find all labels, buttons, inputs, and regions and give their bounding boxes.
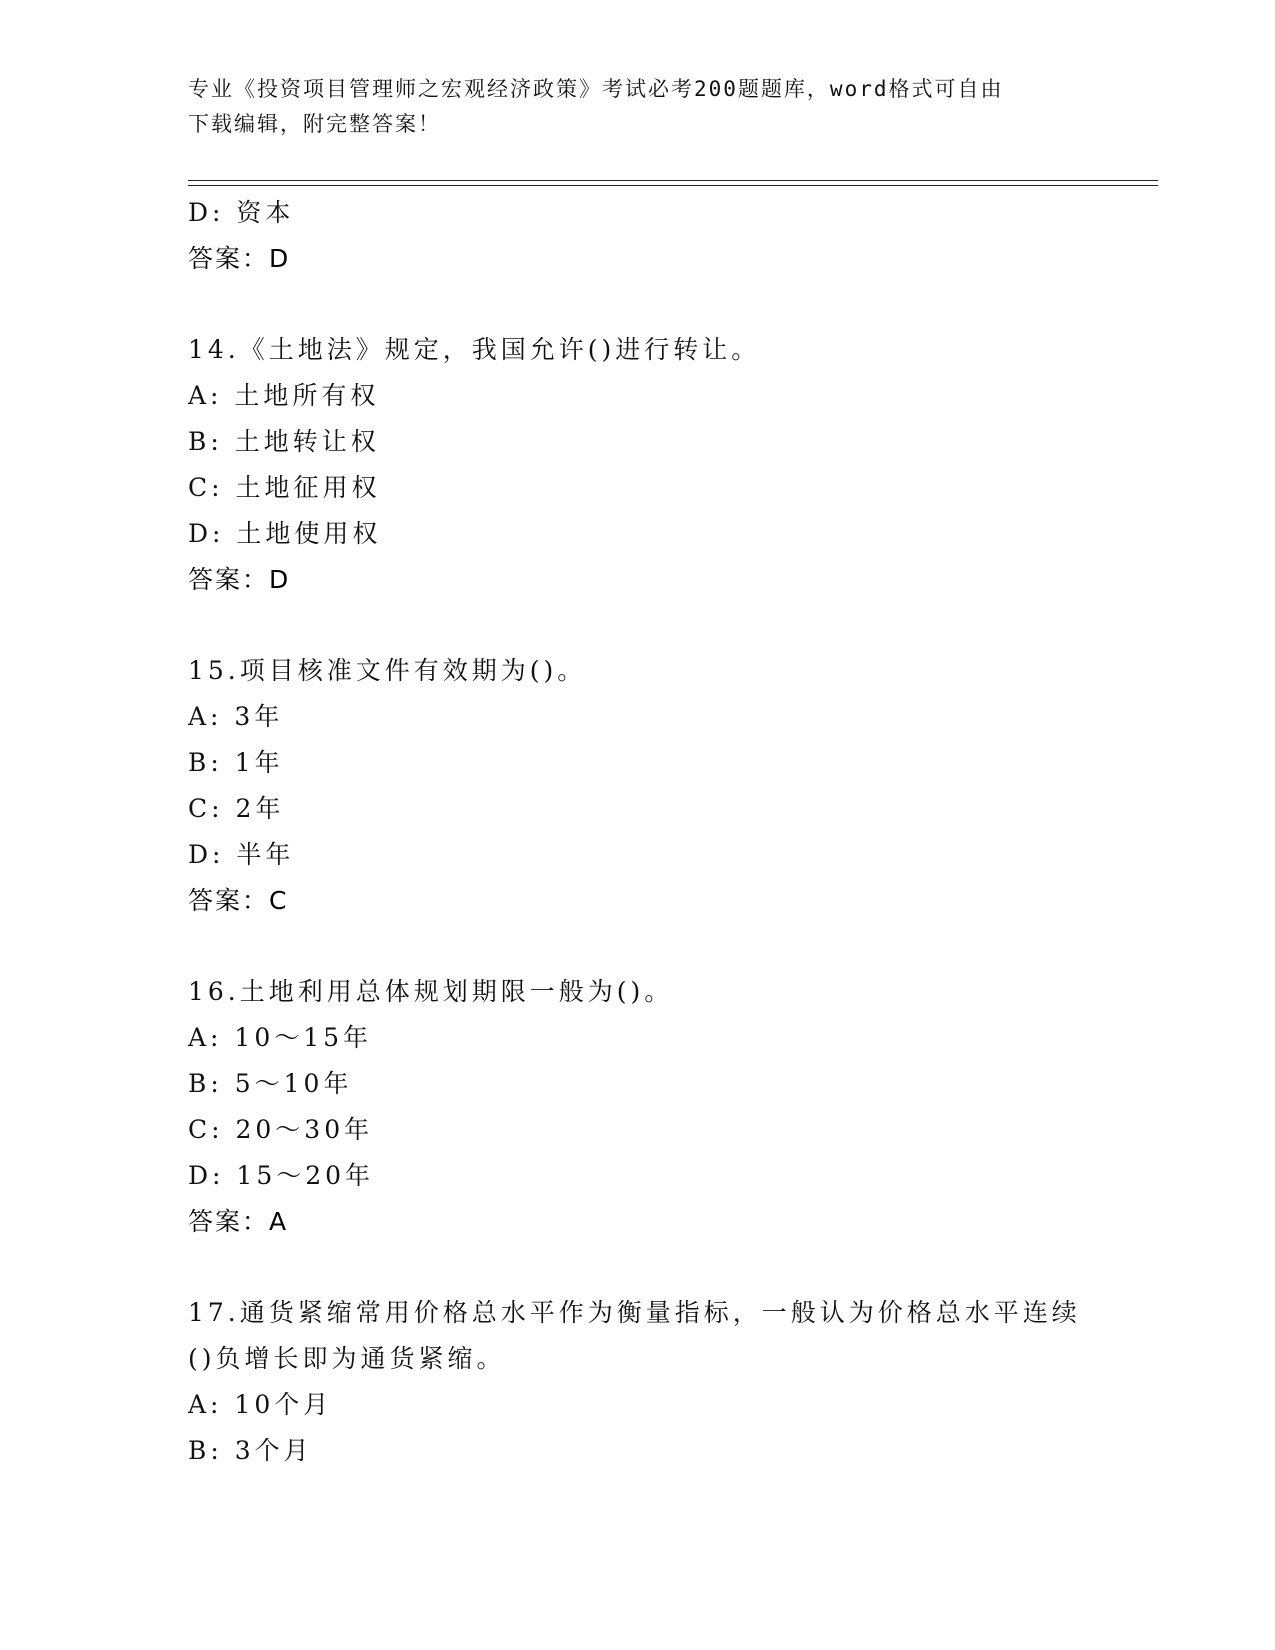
- answer: 答案：A: [188, 1207, 289, 1236]
- option-c: C: 土地征用权: [188, 473, 381, 502]
- option-b: B: 1年: [188, 748, 284, 777]
- header-divider-bottom: [188, 185, 1158, 186]
- question-text: 14.《土地法》规定，我国允许()进行转让。: [188, 335, 761, 364]
- answer: 答案：D: [188, 565, 291, 594]
- option-d: D: 15～20年: [188, 1161, 375, 1190]
- option-a: A: 10个月: [188, 1390, 333, 1419]
- option-a: A: 3年: [188, 702, 284, 731]
- option-a: A: 土地所有权: [188, 381, 380, 410]
- previous-option-d: D: 资本: [188, 198, 295, 227]
- spacer: [188, 924, 1118, 969]
- option-d: D: 土地使用权: [188, 519, 382, 548]
- question-16: [188, 969, 1118, 1245]
- previous-answer: 答案：D: [188, 244, 291, 273]
- spacer: [188, 603, 1118, 648]
- question-text-line-2: ()负增长即为通货紧缩。: [188, 1344, 506, 1373]
- document-header: [188, 72, 1068, 142]
- question-text-line-1: 17.通货紧缩常用价格总水平作为衡量指标，一般认为价格总水平连续: [188, 1298, 1081, 1327]
- header-divider-top: [188, 180, 1158, 181]
- spacer: [188, 282, 1118, 327]
- question-17: [188, 1290, 1118, 1474]
- spacer: [188, 1245, 1118, 1290]
- option-b: B: 土地转让权: [188, 427, 380, 456]
- header-line-2: 下载编辑，附完整答案！: [188, 112, 441, 136]
- header-line-1: 专业《投资项目管理师之宏观经济政策》考试必考200题题库，word格式可自由: [188, 77, 1004, 101]
- option-c: C: 20～30年: [188, 1115, 374, 1144]
- question-text: 15.项目核准文件有效期为()。: [188, 656, 587, 685]
- option-a: A: 10～15年: [188, 1023, 373, 1052]
- answer: 答案：C: [188, 886, 289, 915]
- question-14: [188, 327, 1118, 603]
- question-text: 16.土地利用总体规划期限一般为()。: [188, 977, 674, 1006]
- question-15: [188, 648, 1118, 924]
- option-b: B: 3个月: [188, 1436, 313, 1465]
- option-d: D: 半年: [188, 840, 295, 869]
- option-b: B: 5～10年: [188, 1069, 353, 1098]
- option-c: C: 2年: [188, 794, 285, 823]
- document-body: [188, 190, 1118, 1474]
